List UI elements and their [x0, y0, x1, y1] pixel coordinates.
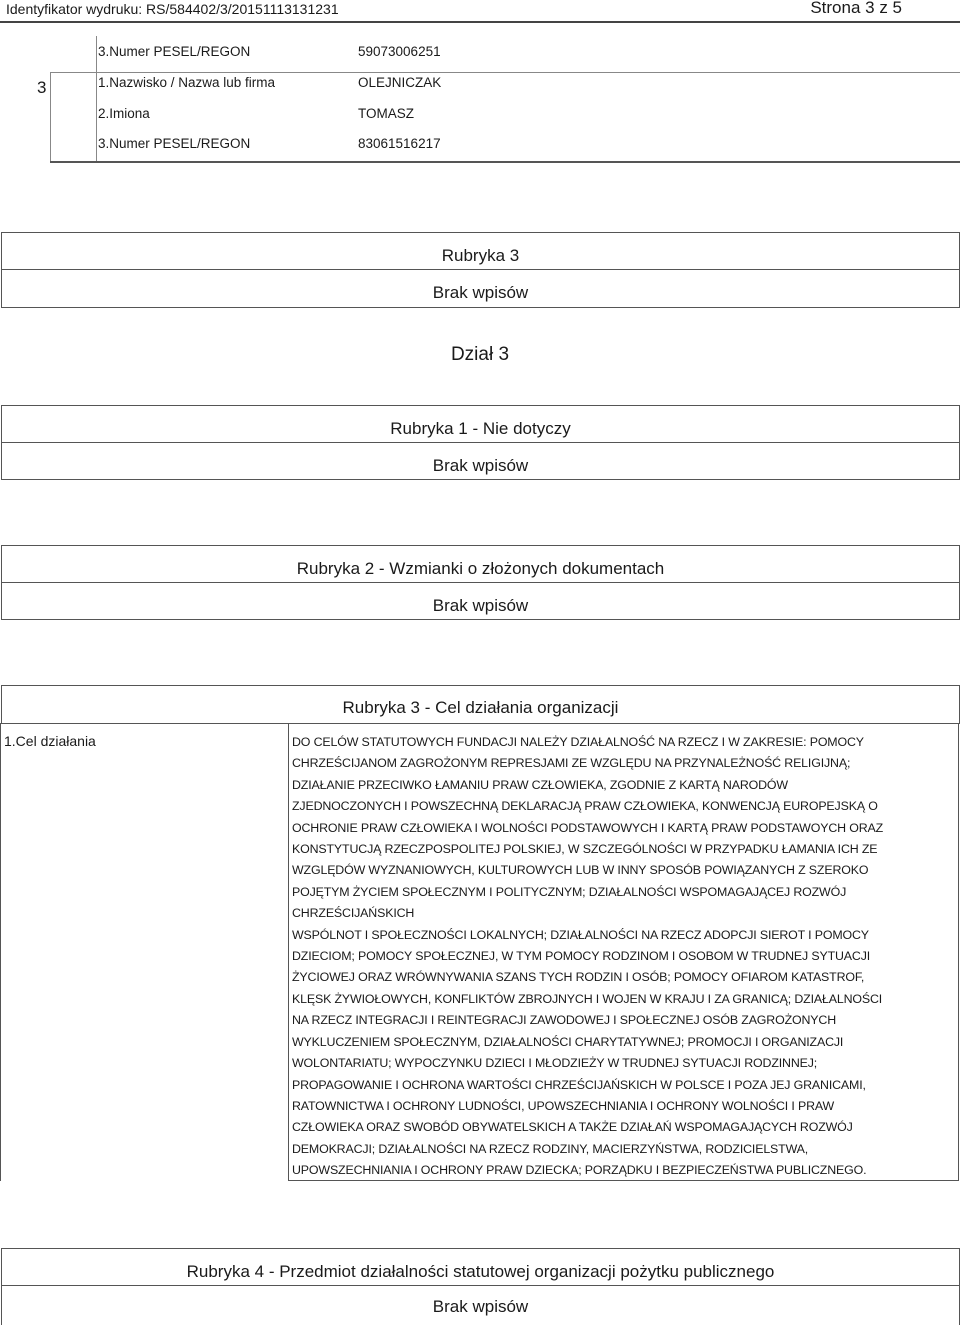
rubryka-title: Rubryka 2 - Wzmianki o złożonych dokumentach — [296, 559, 665, 578]
cel-dzialania-text: DO CELÓW STATUTOWYCH FUNDACJI NALEŻY DZIAŁALNOŚĆ NA RZECZ I W ZAKRESIE: POMOCY CHRZEŚCIJANOM ZAGROŻONYM REPRESJAMI ZE WZGLĘDU NA PRZYNALEŻNOŚĆ RELIGIJNĄ; DZIAŁANIE PRZECIWKO ŁAMANIU PRAW CZŁOWIEKA, ZGODNIE Z KARTĄ NARODÓW ZJEDNOCZONYCH I POWSZECHNĄ DEKLARACJĄ PRAW CZŁOWIEKA, KONWENCJĄ EUROPEJSKĄ O OCHRONIE PRAW CZŁOWIEKA I WOLNOŚCI PODSTAWOWYCH I KARTĄ PRAW PODSTAWOYCH ORAZ KONSTYTUCJĄ RZECZPOSPOLITEJ POLSKIEJ, W SZCZEGÓLNOŚCI W PRZYPADKU ŁAMANIA ICH ZE WZGLĘDÓW WYZNANIOWYCH, KULTUROWYCH LUB W INNY SPOSÓB POWIĄZANYCH Z SZEROKO POJĘTYM ŻYCIEM SPOŁECZNYM I POLITYCZNYM; DZIAŁALNOŚCI WSPOMAGAJĄCEJ ROZWÓJ CHRZEŚCIJAŃSKICH WSPÓLNOT I SPOŁECZNOŚCI LOKALNYCH; DZIAŁALNOŚCI NA RZECZ ADOPCJI SIEROT I POMOCY DZIECIOM; POMOCY SPOŁECZNEJ, W TYM POMOCY RODZINOM I OSOBOM W TRUDNEJ SYTUACJI ŻYCIOWEJ ORAZ WRÓWNYWANIA SZANS TYCH RODZIN I OSÓB; POMOCY OFIAROM KATASTROF, KLĘSK ŻYWIOŁOWYCH, KONFLIKTÓW ZBROJNYCH I WOJEN W KRAJU I ZA GRANICĄ; DZIAŁALNOŚCI NA RZECZ INTEGRACJI I REINTEGRACJI ZAWODOWEJ I SPOŁECZNEJ OSÓB ZAGROŻONYCH WYKLUCZENIEM SPOŁECZNYM, DZIAŁALNOŚCI CHARYTATYWNEJ; PROMOCJI I ORGANIZACJI WOLONTARIATU; WYPOCZYNKU DZIECI I MŁODZIEŻY W TRUDNEJ SYTUACJI RODZINNEJ; PROPAGOWANIE I OCHRONA WARTOŚCI CHRZEŚCIJAŃSKICH W POLSCE I POZA JEJ GRANICAMI, RATOWNICTWA I OCHRONY LUDNOŚCI, UPOWSZECHNIANIA I OCHRONY WOLNOŚCI I PRAW CZŁOWIEKA ORAZ SWOBÓD OBYWATELSKICH A TAKŻE DZIAŁAŃ WSPOMAGAJĄCYCH ROZWÓJ DEMOKRACJI; DZIAŁALNOŚCI NA RZECZ RODZINY, MACIERZYŃSTWA, RODZICIELSTWA, UPOWSZECHNIANIA I OCHRONY PRAW DZIECKA; PORZĄDKU I BEZPIECZEŃSTWA PUBLICZNEGO. — [292, 735, 884, 1178]
box-divider — [2, 582, 959, 583]
rubryka-title: Rubryka 3 - Cel działania organizacji — [342, 698, 619, 717]
rubryka-3-top-box — [1, 232, 960, 308]
left-border — [0, 723, 1, 1181]
rubryka-value: Brak wpisów — [432, 283, 529, 302]
row-value: OLEJNICZAK — [358, 75, 442, 90]
print-identifier: Identyfikator wydruku: RS/584402/3/20151113131231 — [6, 1, 339, 17]
rubryka-title: Rubryka 4 - Przedmiot działalności statutowej organizacji pożytku publicznego — [186, 1262, 775, 1281]
page-number: Strona 3 z 5 — [810, 0, 902, 17]
box-divider — [2, 442, 959, 443]
box-divider — [2, 269, 959, 270]
row-value: 59073006251 — [358, 44, 441, 59]
rubryka-title: Rubryka 3 — [441, 246, 520, 265]
rubryka-4-box — [1, 1248, 960, 1325]
rubryka-3-header-box — [1, 685, 960, 724]
row-label: 2.Imiona — [98, 106, 150, 121]
rubryka-1-box — [1, 405, 960, 480]
rubryka-2-box — [1, 545, 960, 620]
cel-dzialania-box — [288, 723, 959, 1181]
persons-table — [37, 36, 960, 163]
row-label: 1.Nazwisko / Nazwa lub firma — [98, 75, 276, 90]
row-value: 83061516217 — [358, 136, 441, 151]
rubryka-value: Brak wpisów — [432, 456, 529, 475]
person-number: 3 — [37, 78, 47, 97]
row-value: TOMASZ — [358, 106, 415, 121]
section-title: Dział 3 — [450, 344, 510, 365]
rubryka-value: Brak wpisów — [432, 1297, 529, 1316]
label-column-border — [96, 36, 97, 161]
number-column-border — [50, 72, 51, 161]
field-label: 1.Cel działania — [4, 733, 96, 749]
row-label: 3.Numer PESEL/REGON — [98, 136, 251, 151]
header-divider — [0, 21, 960, 23]
rubryka-value: Brak wpisów — [432, 596, 529, 615]
rubryka-title: Rubryka 1 - Nie dotyczy — [390, 419, 571, 438]
box-divider — [2, 1285, 959, 1286]
row-label: 3.Numer PESEL/REGON — [98, 44, 251, 59]
